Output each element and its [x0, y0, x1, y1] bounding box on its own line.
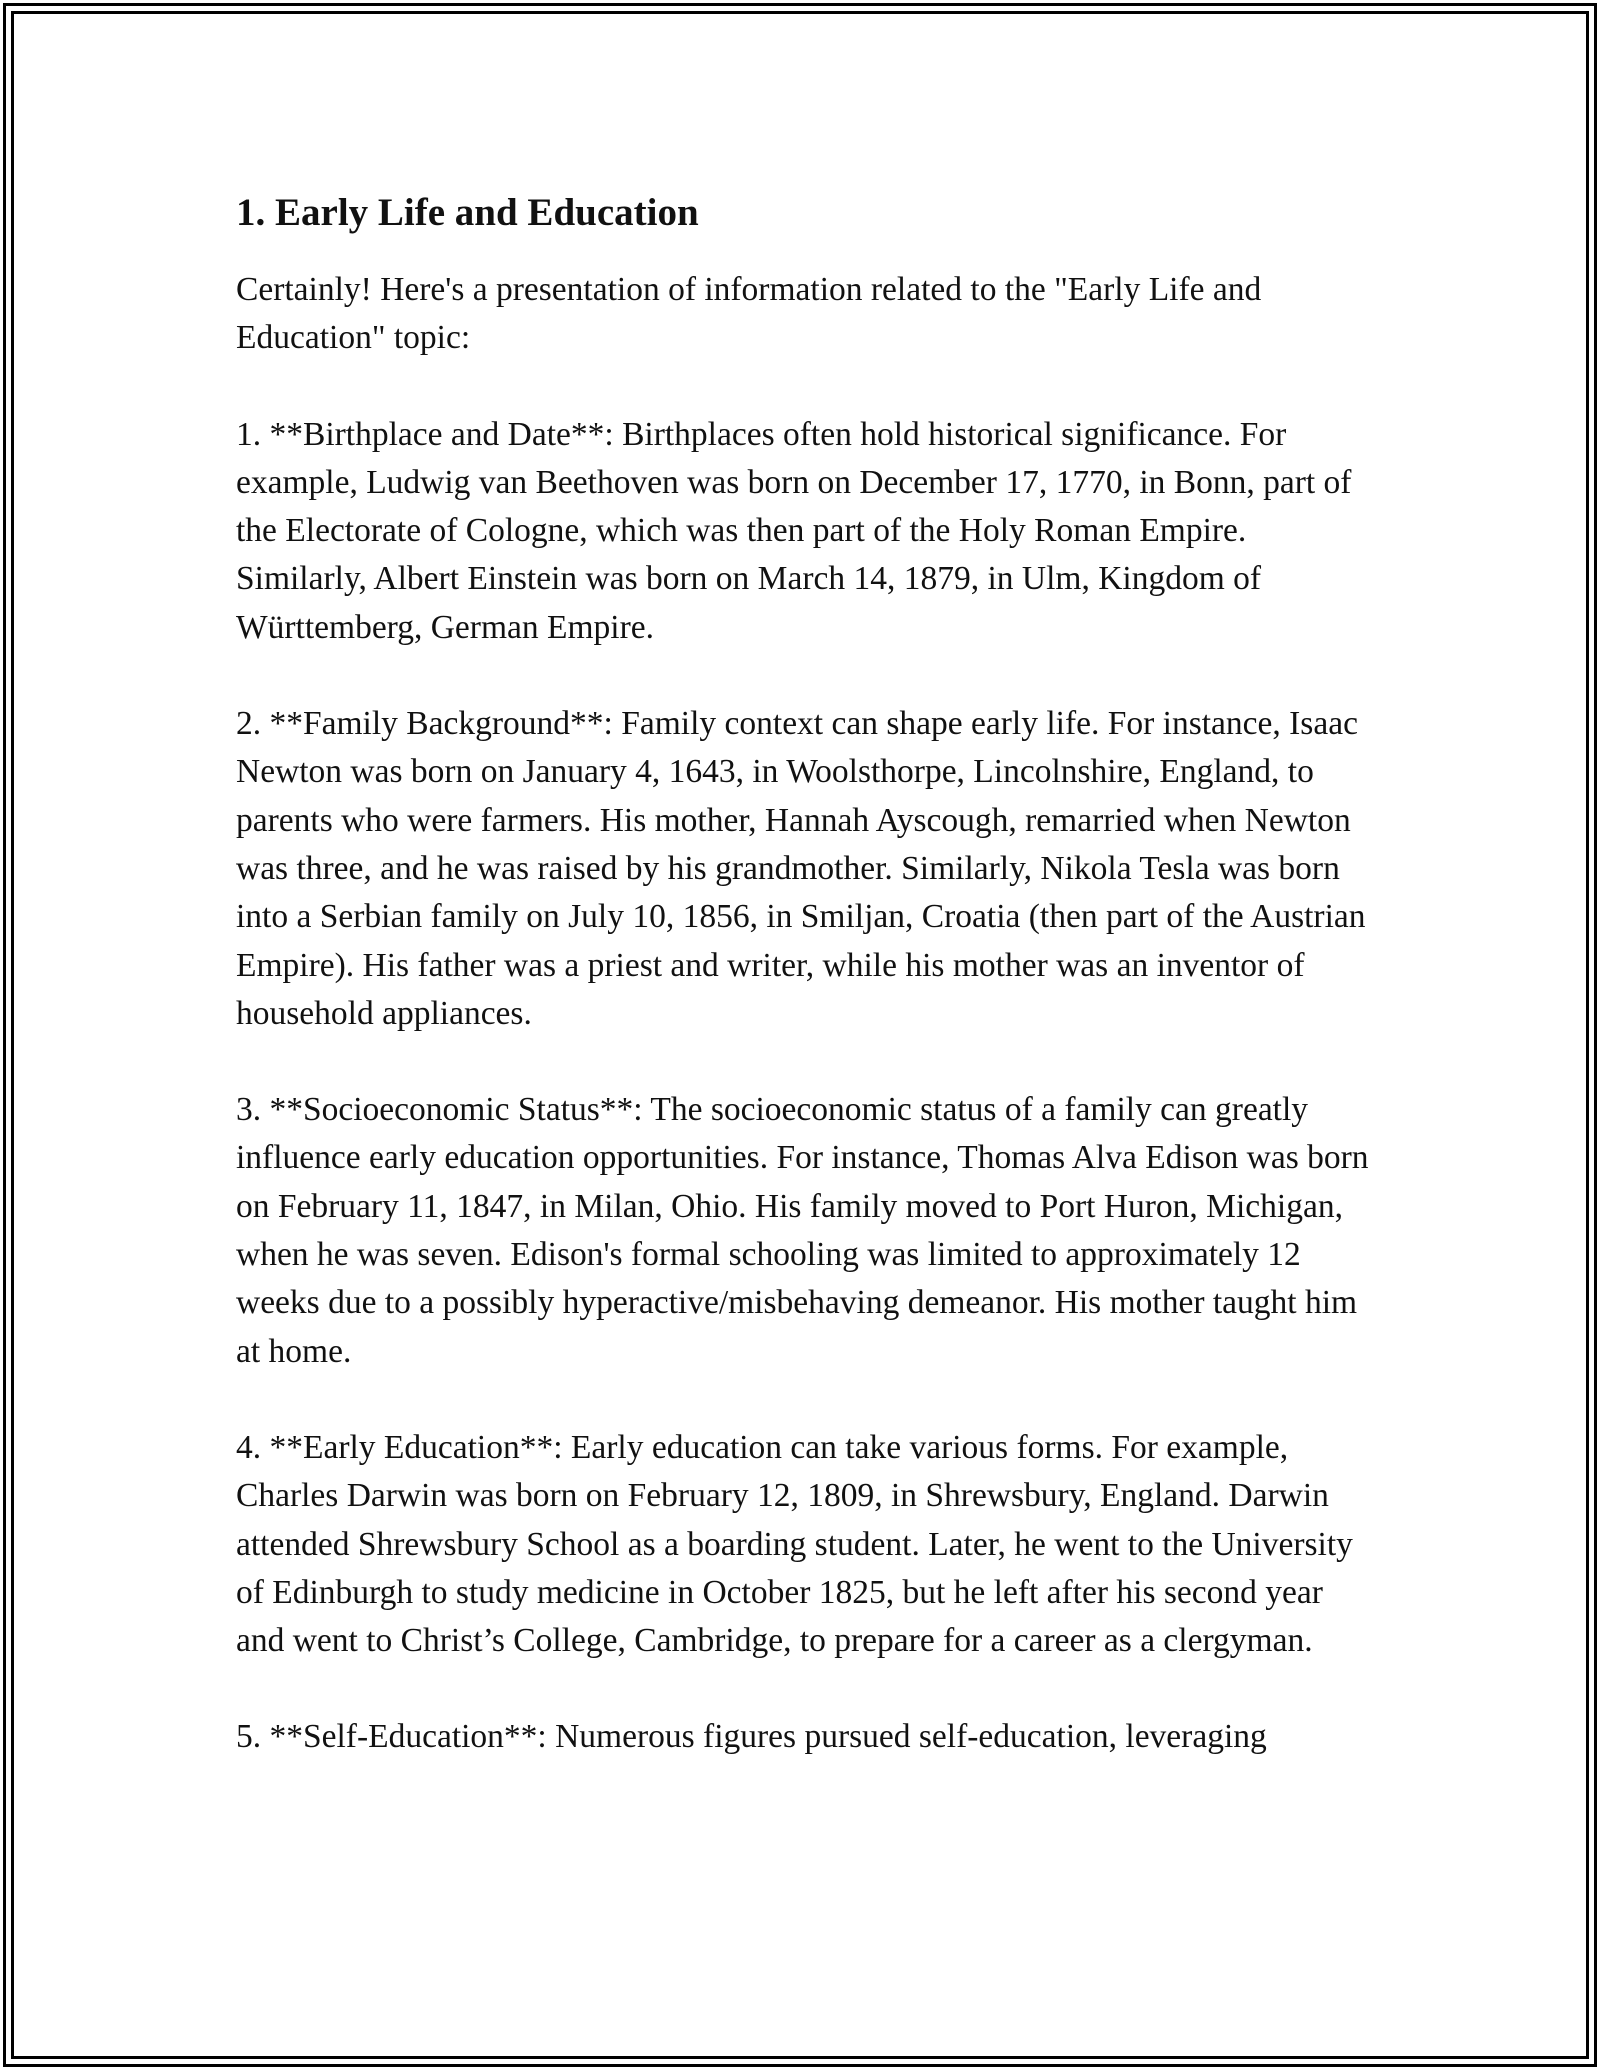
intro-paragraph: Certainly! Here's a presentation of information related to the "Early Life and Education" topic:	[236, 271, 1262, 357]
list-item-birthplace: 1. **Birthplace and Date**: Birthplaces often hold historical significance. For example, Ludwig van Beethoven was born on December 17, 1770, in Bonn, part of the Electorate of Cologne, which was then part of the Holy Roman Empire. Similarly, Albert Einstein was born on March 14, 1879, in Ulm, Kingdom of Württemberg, German Empire.	[236, 415, 1352, 646]
list-item-self-education: 5. **Self-Education**: Numerous figures pursued self-education, leveraging	[236, 1718, 1267, 1756]
document-body	[236, 186, 1376, 1762]
list-item-socioeconomic-status: 3. **Socioeconomic Status**: The socioeconomic status of a family can greatly influence early education opportunities. For instance, Thomas Alva Edison was born on February 11, 1847, in Milan, Ohio. His family moved to Port Huron, Michigan, when he was seven. Edison's formal schooling was limited to approximately 12 weeks due to a possibly hyperactive/misbehaving demeanor. His mother taught him at home.	[236, 1091, 1369, 1370]
list-item-early-education: 4. **Early Education**: Early education can take various forms. For example, Charles Darwin was born on February 12, 1809, in Shrewsbury, England. Darwin attended Shrewsbury School as a boarding student. Later, he went to the University of Edinburgh to study medicine in October 1825, but he left after his second year and went to Christ’s College, Cambridge, to prepare for a career as a clergyman.	[236, 1428, 1353, 1660]
section-heading: 1. Early Life and Education	[236, 191, 699, 234]
list-item-family-background: 2. **Family Background**: Family context can shape early life. For instance, Isaac Newton was born on January 4, 1643, in Woolsthorpe, Lincolnshire, England, to parents who were farmers. His mother, Hannah Ayscough, remarried when Newton was three, and he was raised by his grandmother. Similarly, Nikola Tesla was born into a Serbian family on July 10, 1856, in Smiljan, Croatia (then part of the Austrian Empire). His father was a priest and writer, while his mother was an inventor of household appliances.	[236, 705, 1366, 1032]
